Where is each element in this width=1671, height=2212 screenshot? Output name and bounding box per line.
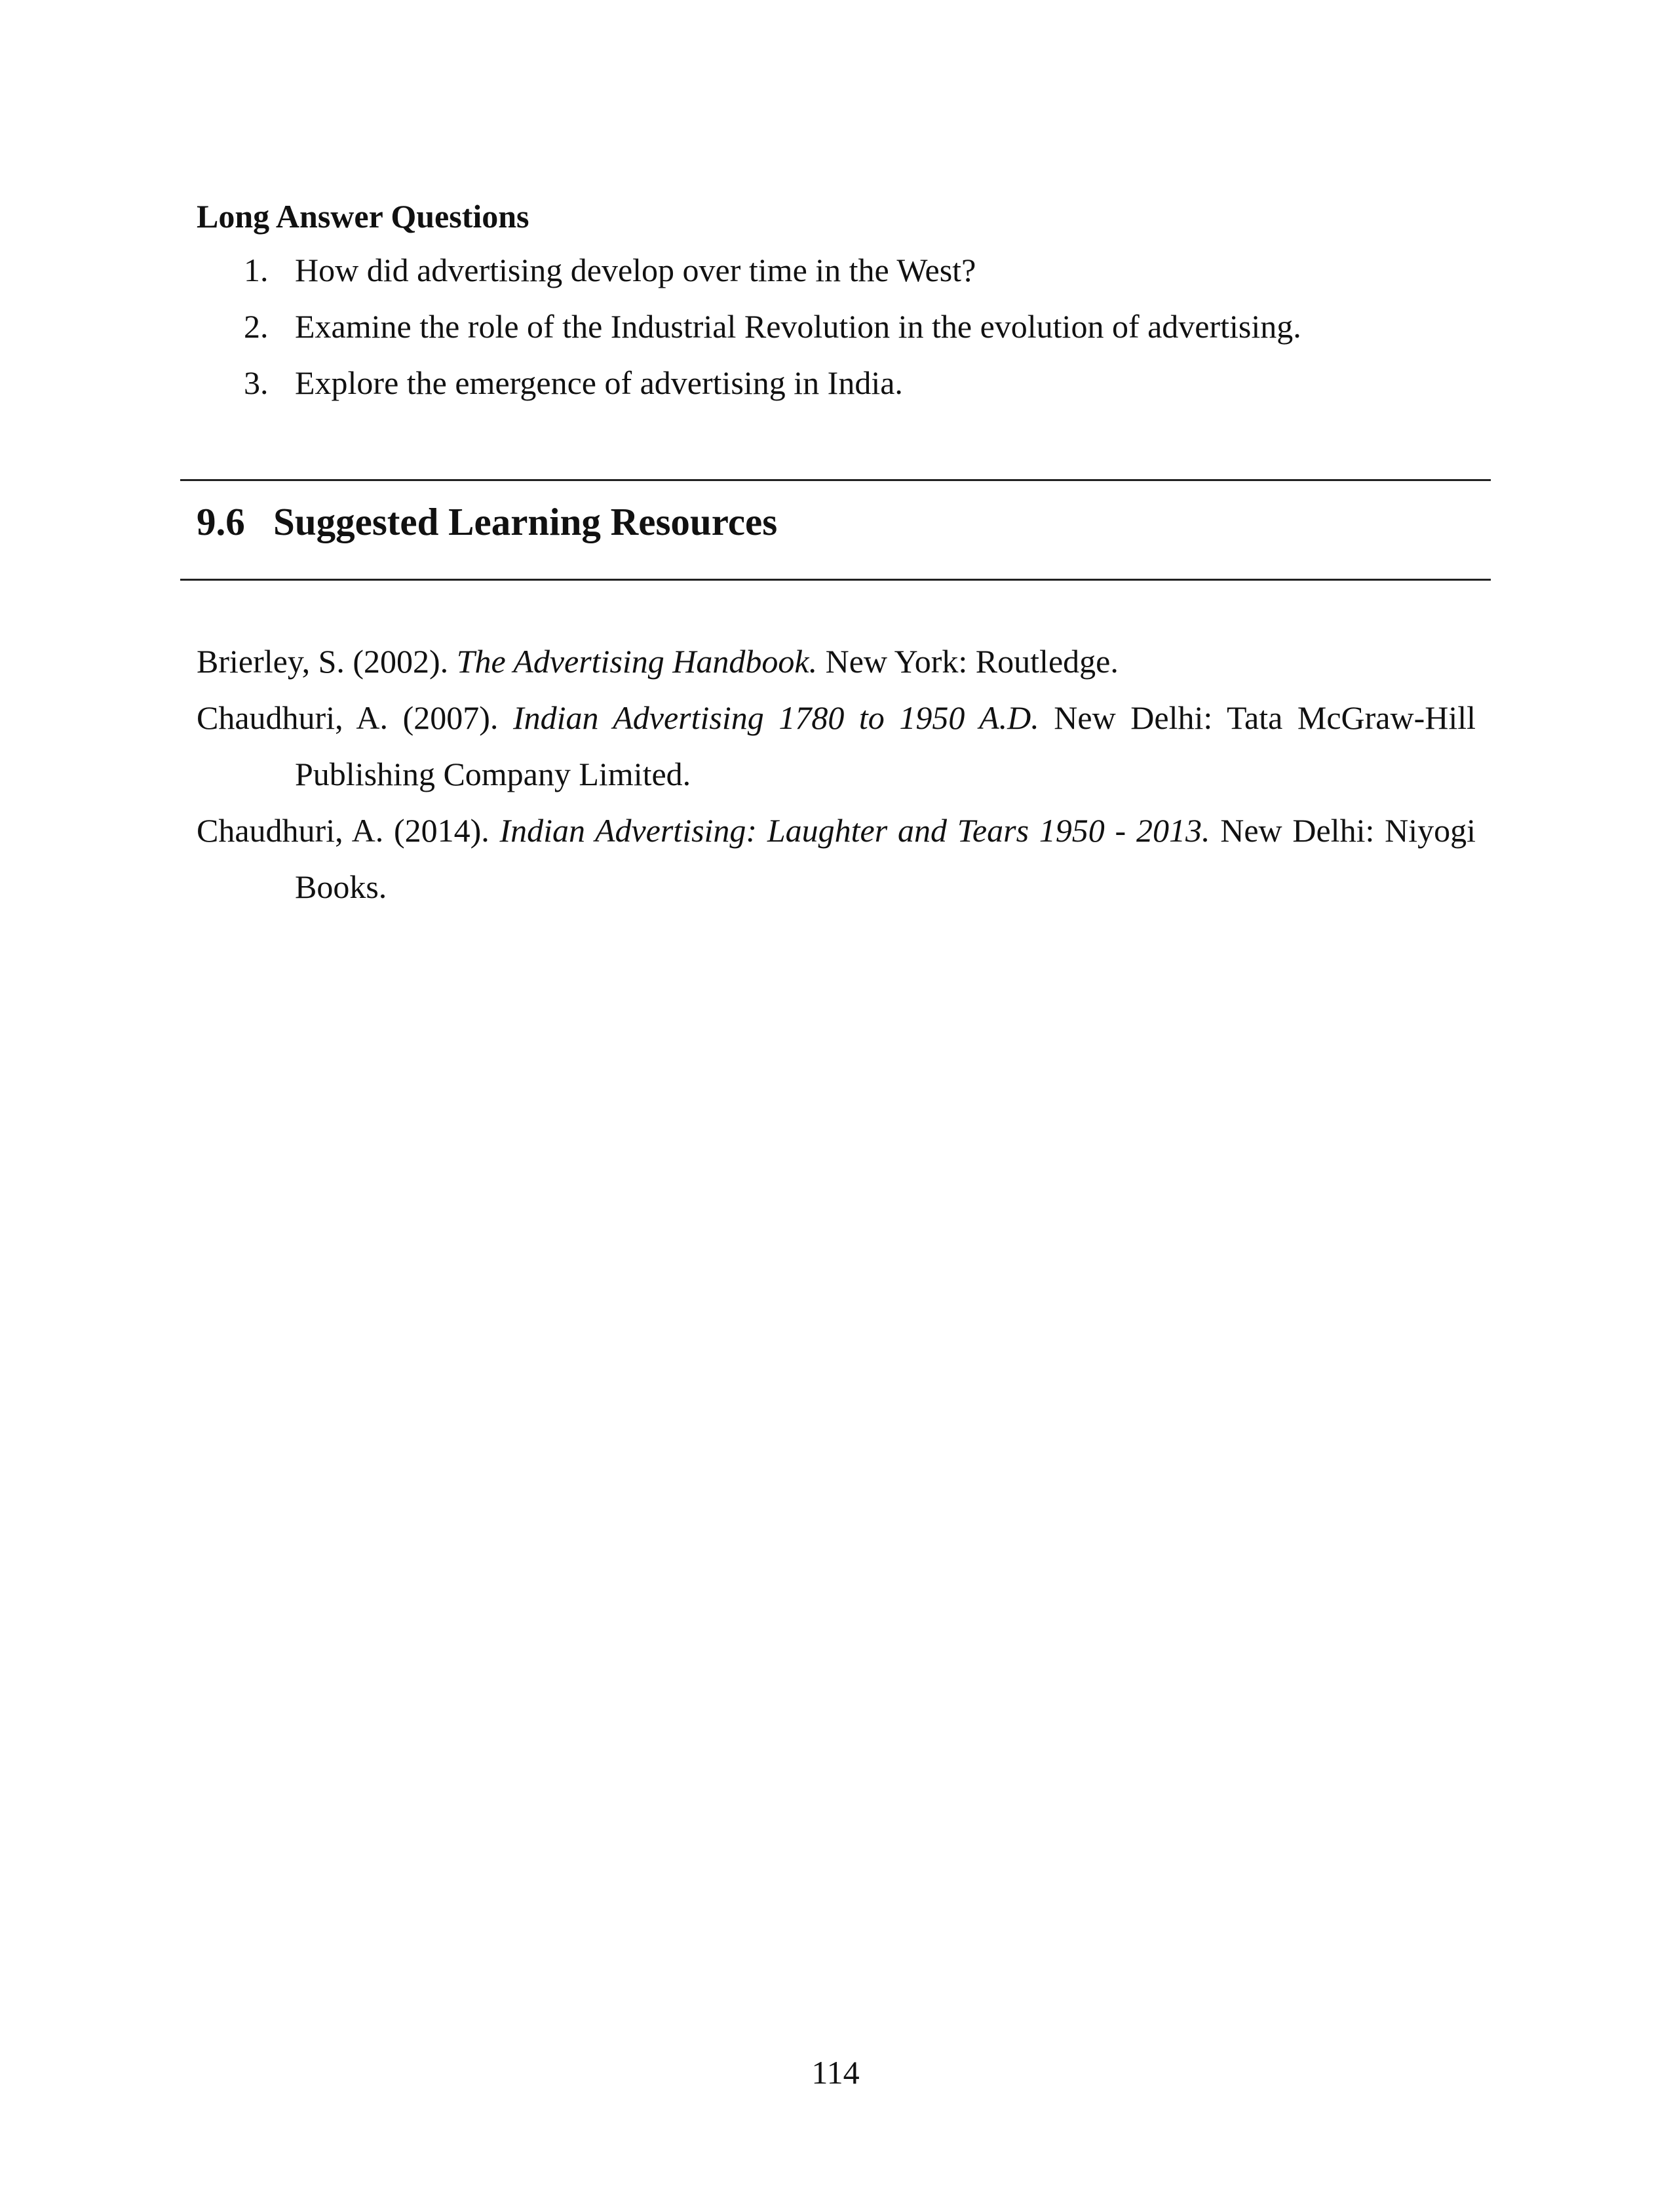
reference-list: [197, 633, 1476, 915]
section-divider-top: [180, 479, 1491, 481]
long-answer-question-list: [197, 246, 1507, 416]
reference-entry: [197, 802, 1476, 915]
question-number: 2.: [244, 308, 269, 345]
section-heading: [197, 495, 777, 548]
reference-author-year: Chaudhuri, A. (2007).: [197, 699, 513, 736]
reference-author-year: Brierley, S. (2002).: [197, 643, 457, 680]
page-number: 114: [811, 2054, 860, 2091]
reference-entry: [197, 689, 1476, 802]
section-title: Suggested Learning Resources: [273, 500, 778, 543]
question-text: Examine the role of the Industrial Revolution in the evolution of advertising.: [295, 308, 1301, 345]
long-answer-questions-heading: Long Answer Questions: [197, 198, 529, 235]
reference-publisher: New York: Routledge.: [817, 643, 1119, 680]
question-text: How did advertising develop over time in the West?: [295, 252, 976, 288]
question-text: Explore the emergence of advertising in India.: [295, 364, 903, 401]
reference-entry: [197, 633, 1476, 689]
reference-title: Indian Advertising: Laughter and Tears 1950 - 2013.: [499, 812, 1210, 849]
question-number: 1.: [244, 252, 269, 288]
section-number: 9.6: [197, 500, 245, 543]
question-item: [197, 246, 1507, 303]
reference-author-year: Chaudhuri, A. (2014).: [197, 812, 500, 849]
section-divider-bottom: [180, 579, 1491, 581]
reference-title: The Advertising Handbook.: [456, 643, 818, 680]
reference-title: Indian Advertising 1780 to 1950 A.D.: [513, 699, 1039, 736]
reference-publisher: New Delhi: Tata McGraw-Hill Publishing Company Limited.: [295, 699, 1476, 792]
question-item: [197, 359, 1507, 416]
question-number: 3.: [244, 364, 269, 401]
reference-publisher: New Delhi: Niyogi Books.: [295, 812, 1476, 905]
question-item: [197, 303, 1507, 359]
